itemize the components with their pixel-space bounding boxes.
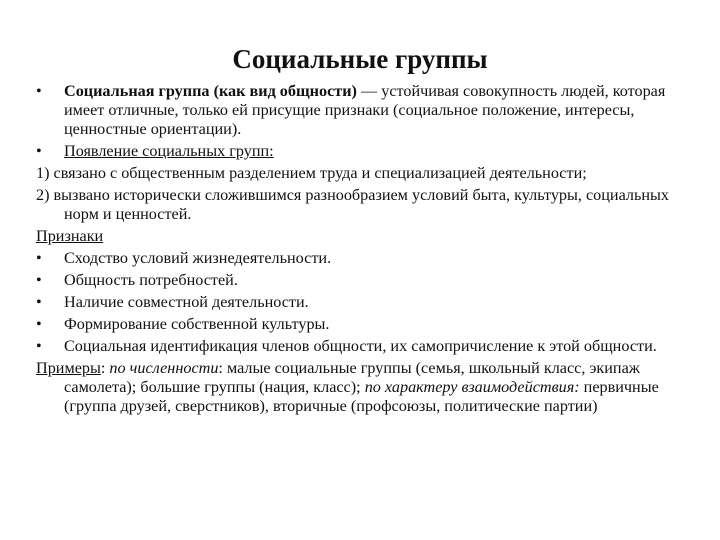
definition-term: Социальная группа (как вид общности) bbox=[64, 82, 357, 100]
bullet: • bbox=[36, 249, 42, 267]
feature-item bbox=[36, 271, 686, 290]
bullet: • bbox=[36, 337, 42, 355]
bullet: • bbox=[36, 271, 42, 289]
feature-item bbox=[36, 293, 686, 312]
bullet: • bbox=[36, 315, 42, 333]
definition-item bbox=[36, 82, 686, 139]
examples-text-interaction: первичные (группа друзей, сверстников), вторичные (профсоюзы, политические партии) bbox=[64, 378, 659, 415]
emergence-item-2: 2) вызвано исторически сложившимся разнообразием условий быта, культуры, социальных норм и ценностей. bbox=[36, 186, 670, 223]
examples-text-size: : малые социальные группы (семья, школьный класс, экипаж самолета); большие группы (нация, класс); bbox=[64, 359, 640, 396]
definition-text: — устойчивая совокупность людей, которая имеет отличные, только ей присущие признаки (социальное положение, интересы, ценностные ориентации). bbox=[64, 82, 666, 138]
examples-label: Примеры bbox=[36, 359, 101, 377]
emergence-heading: Появление социальных групп: bbox=[64, 142, 274, 160]
feature-text: Наличие совместной деятельности. bbox=[64, 293, 309, 311]
features-heading: Признаки bbox=[36, 227, 104, 245]
feature-item bbox=[36, 249, 686, 268]
feature-text: Сходство условий жизнедеятельности. bbox=[64, 249, 332, 267]
examples-paragraph bbox=[36, 359, 686, 416]
slide-title: Социальные группы bbox=[232, 44, 488, 74]
bullet: • bbox=[36, 82, 42, 100]
feature-item bbox=[36, 315, 686, 334]
feature-text: Формирование собственной культуры. bbox=[64, 315, 330, 333]
feature-text: Социальная идентификация членов общности, их самопричисление к этой общности. bbox=[64, 337, 657, 355]
bullet: • bbox=[36, 142, 42, 160]
feature-item bbox=[36, 337, 686, 356]
examples-colon: : bbox=[100, 359, 110, 377]
emergence-heading-item bbox=[36, 142, 686, 161]
feature-text: Общность потребностей. bbox=[64, 271, 238, 289]
emergence-item-1: 1) связано с общественным разделением труда и специализацией деятельности; bbox=[36, 164, 587, 182]
bullet: • bbox=[36, 293, 42, 311]
examples-criterion-interaction: по характеру взаимодействия: bbox=[364, 378, 580, 396]
slide-body bbox=[36, 82, 686, 416]
examples-criterion-size: по численности bbox=[109, 359, 219, 377]
